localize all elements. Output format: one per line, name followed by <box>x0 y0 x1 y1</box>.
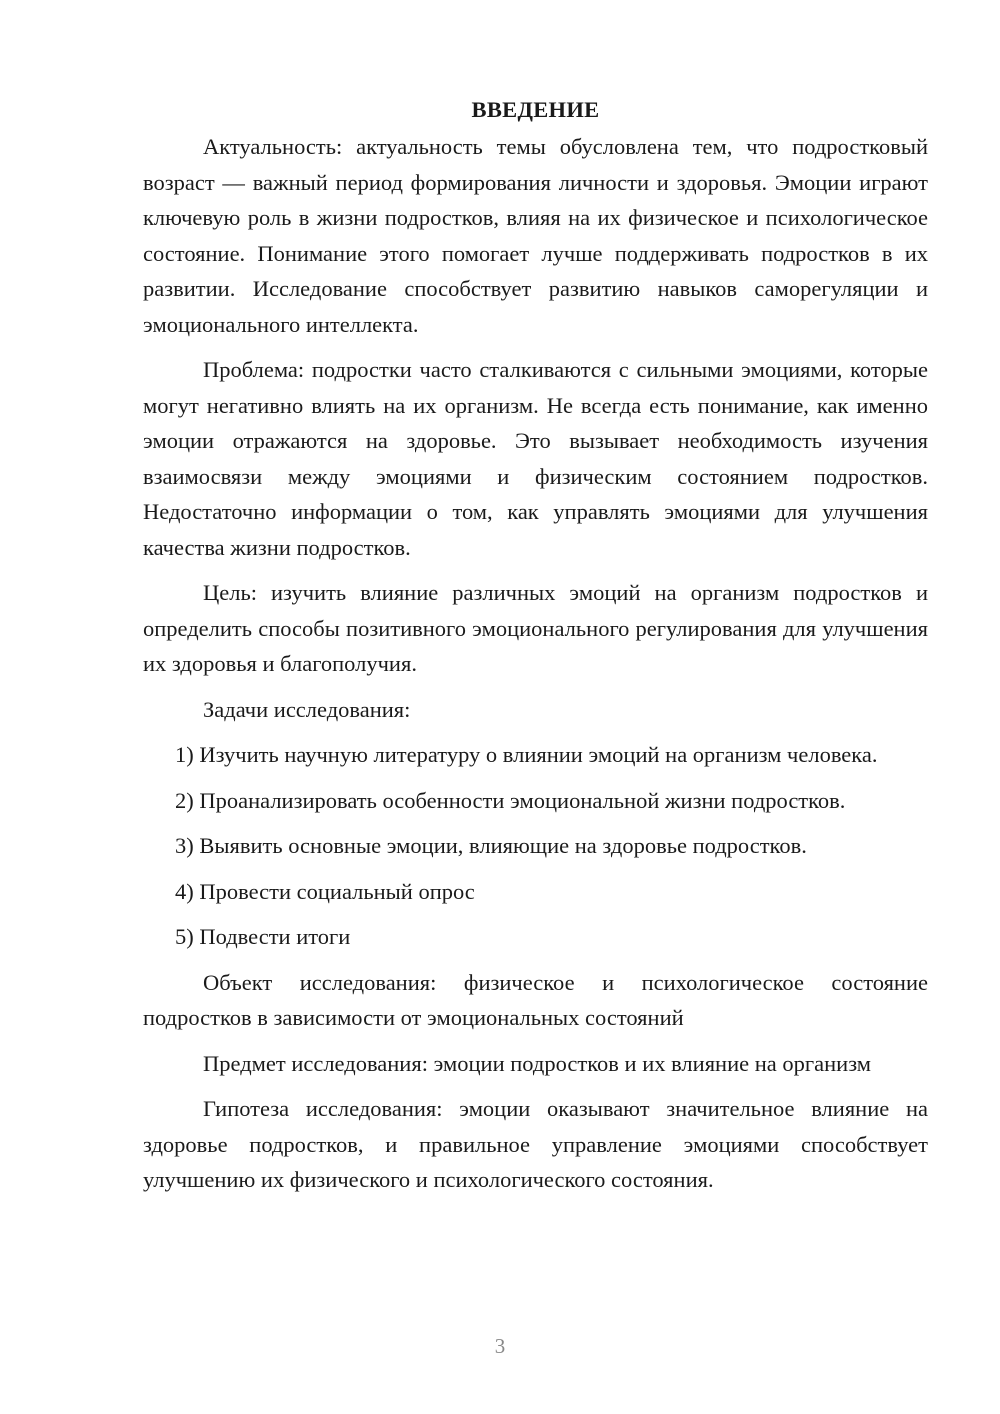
document-page <box>143 92 928 1208</box>
section-heading: ВВЕДЕНИЕ <box>471 97 600 122</box>
task-item-1: 1) Изучить научную литературу о влиянии эмоций на организм человека. <box>175 742 878 767</box>
task-item-4: 4) Провести социальный опрос <box>175 878 475 904</box>
paragraph-relevance: Актуальность: актуальность темы обусловлена тем, что подростковый возраст — важный период формирования личности и здоровья. Эмоции играют ключевую роль в жизни подростков, влияя на их физическое и психологическое состояние. Понимание этого помогает лучше поддерживать подростков в их развитии. Исследование способствует развитию навыков саморегуляции и эмоционального интеллекта. <box>143 134 928 337</box>
paragraph-problem: Проблема: подростки часто сталкиваются с сильными эмоциями, которые могут негативно влиять на их организм. Не всегда есть понимание, как именно эмоции отражаются на здоровье. Это вызывает необходимость изучения взаимосвязи между эмоциями и физическим состоянием подростков. Недостаточно информации о том, как управлять эмоциями для улучшения качества жизни подростков. <box>143 357 928 560</box>
task-item-5: 5) Подвести итоги <box>175 924 351 949</box>
paragraph-object: Объект исследования: физическое и психологическое состояние подростков в зависимости от эмоциональных состояний <box>143 969 928 1030</box>
tasks-intro: Задачи исследования: <box>203 696 411 722</box>
paragraph-subject: Предмет исследования: эмоции подростков и их влияние на организм <box>203 1050 872 1076</box>
paragraph-goal: Цель: изучить влияние различных эмоций на организм подростков и определить способы позитивного эмоционального регулирования для улучшения их здоровья и благополучия. <box>143 580 928 676</box>
task-item-2: 2) Проанализировать особенности эмоциональной жизни подростков. <box>175 787 846 813</box>
task-item-3: 3) Выявить основные эмоции, влияющие на здоровье подростков. <box>175 833 807 858</box>
paragraph-hypothesis: Гипотеза исследования: эмоции оказывают значительное влияние на здоровье подростков, и правильное управление эмоциями способствует улучшению их физического и психологического состояния. <box>143 1096 928 1192</box>
page-number: 3 <box>494 1334 506 1358</box>
